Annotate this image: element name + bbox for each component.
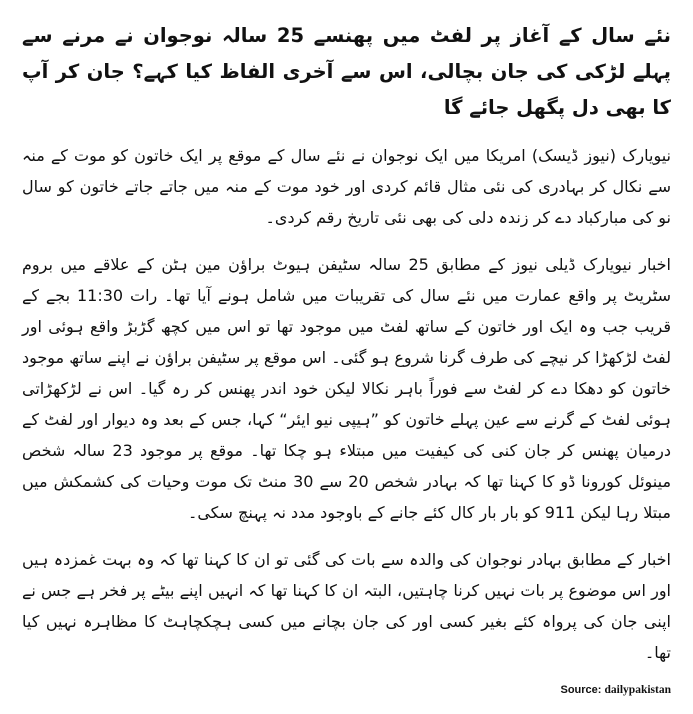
article-headline: نئے سال کے آغاز پر لفٹ میں پھنسے 25 سالہ نوجوان نے مرنے سے پہلے لڑکی کی جان بچالی، اس سے آخری الفاظ کیا کہے؟ جان کر آپ کا بھی دل پگھل جائے گا <box>22 24 671 119</box>
article-paragraph-intro: نیویارک (نیوز ڈیسک) امریکا میں ایک نوجوان نے نئے سال کے موقع پر ایک خاتون کو موت کے منہ سے نکال کر بہادری کی نئی مثال قائم کردی اور خود موت کے منہ میں جاتے جاتے خاتون کو سال نو کی مبارکباد دے کر زندہ دلی کی بھی نئی تاریخ رقم کردی۔ <box>22 146 671 227</box>
article-paragraph-closing: اخبار کے مطابق بہادر نوجوان کی والدہ سے بات کی گئی تو ان کا کہنا تھا کہ وہ بہت غمزدہ ہیں اور اس موضوع پر بات نہیں کرنا چاہتیں، البتہ ان کا کہنا تھا کہ انہیں اپنے بیٹے پر فخر ہے جس نے اپنی جان کی پرواہ کئے بغیر کسی اور کی جان بچانے میں کسی ہچکچاہٹ کا مظاہرہ نہیں کیا تھا۔ <box>22 550 671 662</box>
source-value: dailypakistan <box>604 684 671 696</box>
source-credit <box>560 684 671 696</box>
article-paragraph-body: اخبار نیویارک ڈیلی نیوز کے مطابق 25 سالہ سٹیفن ہیوٹ براﺅن مین ہٹن کے علاقے میں بروم سٹریٹ پر واقع عمارت میں نئے سال کی تقریبات میں شامل ہونے آیا تھا۔ رات 11:30 بجے کے قریب جب وہ ایک اور خاتون کے ساتھ لفٹ میں موجود تھا تو اس میں کچھ گڑبڑ واقع ہوئی اور لفٹ لڑکھڑا کر نیچے کی طرف گرنا شروع ہو گئی۔ اس موقع پر سٹیفن براﺅن نے اپنے ساتھ موجود خاتون کو دھکا دے کر لفٹ سے فوراً باہر نکالا لیکن خود اندر پھنس کر رہ گیا۔ اس نے لڑکھڑاتی ہوئی لفٹ کے گرنے سے عین پہلے خاتون کو ”ہیپی نیو ایئر“ کہا، جس کے بعد وہ دیوار اور لفٹ کے درمیان پھنس کر جان کنی کی کیفیت میں مبتلاء ہو چکا تھا۔ موقع پر موجود 23 سالہ شخص مینوئل کورونا ڈو کا کہنا تھا کہ بہادر شخص 20 سے 30 منٹ تک موت وحیات کی کشمکش میں مبتلا رہا لیکن 911 کو بار بار کال کئے جانے کے باوجود مدد نہ پہنچ سکی۔ <box>22 255 672 522</box>
source-label: Source: <box>560 684 602 696</box>
